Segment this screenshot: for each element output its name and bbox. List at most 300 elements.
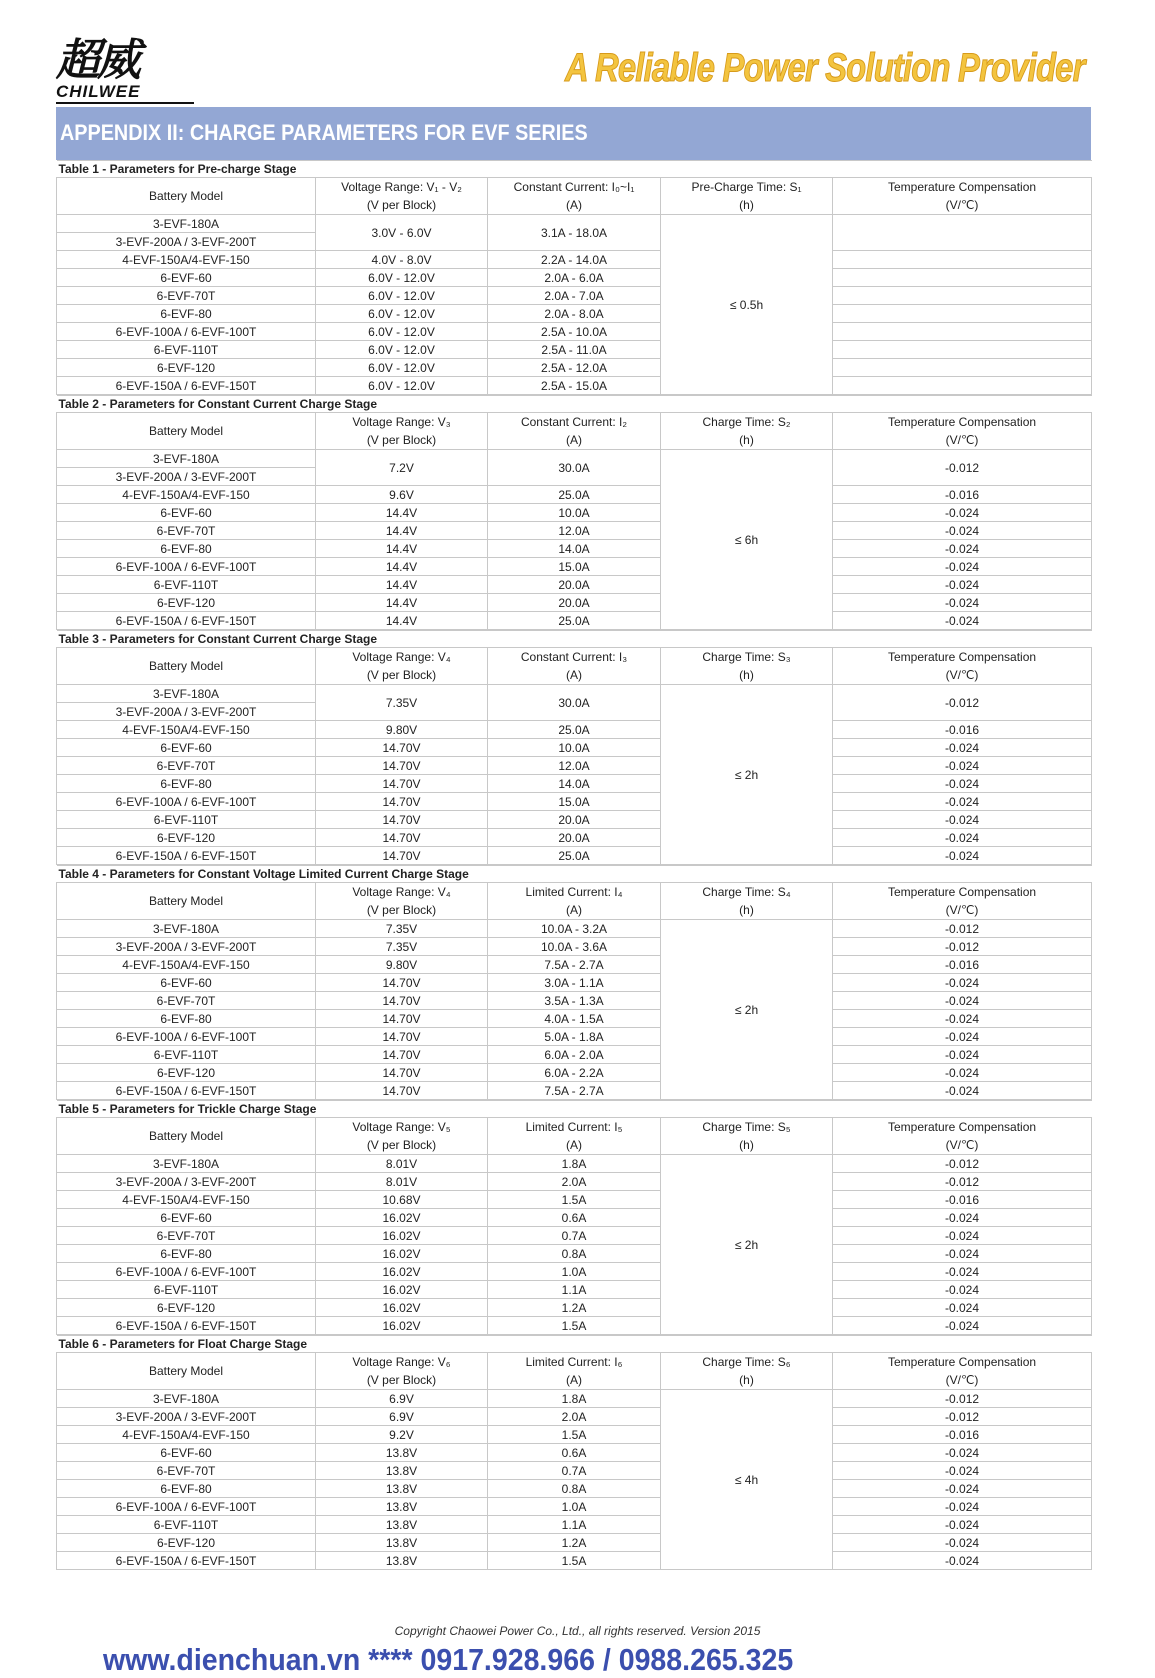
table-row bbox=[57, 757, 1092, 775]
logo-chinese-text: 超威 bbox=[56, 35, 138, 86]
table-title-row bbox=[57, 396, 1092, 413]
voltage-cell: 14.70V bbox=[316, 739, 488, 757]
table-row bbox=[57, 287, 1092, 305]
current-cell: 3.1A - 18.0A bbox=[488, 215, 661, 251]
temperature-compensation-cell: -0.012 bbox=[833, 938, 1092, 956]
voltage-cell: 13.8V bbox=[316, 1516, 488, 1534]
temperature-compensation-cell: -0.024 bbox=[833, 540, 1092, 558]
battery-model-cell: 6-EVF-120 bbox=[57, 1064, 316, 1082]
table-row bbox=[57, 829, 1092, 847]
title-banner bbox=[56, 107, 1091, 160]
column-header bbox=[488, 648, 661, 685]
battery-model-cell: 3-EVF-200A / 3-EVF-200T bbox=[57, 938, 316, 956]
temperature-compensation-cell: -0.024 bbox=[833, 1263, 1092, 1281]
column-header-label: Constant Current: I₀~I₁ (A) bbox=[513, 180, 635, 212]
column-header bbox=[57, 648, 316, 685]
voltage-cell: 14.70V bbox=[316, 793, 488, 811]
current-cell: 10.0A - 3.6A bbox=[488, 938, 661, 956]
table-row bbox=[57, 594, 1092, 612]
table-title: Table 2 - Parameters for Constant Current Charge Stage bbox=[57, 396, 1092, 413]
temperature-compensation-cell bbox=[833, 287, 1092, 305]
current-cell: 7.5A - 2.7A bbox=[488, 1082, 661, 1100]
temperature-compensation-cell: -0.024 bbox=[833, 739, 1092, 757]
charge-time-cell: ≤ 2h bbox=[661, 1155, 833, 1335]
temperature-compensation-cell: -0.024 bbox=[833, 576, 1092, 594]
current-cell: 3.0A - 1.1A bbox=[488, 974, 661, 992]
column-header bbox=[316, 1353, 488, 1390]
parameter-table-2 bbox=[56, 395, 1092, 630]
column-header bbox=[488, 1118, 661, 1155]
battery-model-cell: 6-EVF-80 bbox=[57, 775, 316, 793]
temperature-compensation-cell bbox=[833, 341, 1092, 359]
voltage-cell: 13.8V bbox=[316, 1534, 488, 1552]
charge-time-cell: ≤ 0.5h bbox=[661, 215, 833, 395]
current-cell: 14.0A bbox=[488, 775, 661, 793]
temperature-compensation-cell: -0.016 bbox=[833, 1426, 1092, 1444]
voltage-cell: 14.70V bbox=[316, 992, 488, 1010]
table-row bbox=[57, 1444, 1092, 1462]
current-cell: 2.5A - 10.0A bbox=[488, 323, 661, 341]
temperature-compensation-cell: -0.024 bbox=[833, 775, 1092, 793]
current-cell: 1.5A bbox=[488, 1552, 661, 1570]
voltage-cell: 6.0V - 12.0V bbox=[316, 269, 488, 287]
table-row bbox=[57, 576, 1092, 594]
temperature-compensation-cell: -0.024 bbox=[833, 1317, 1092, 1335]
website-contact: www.dienchuan.vn **** 0917.928.966 / 0988.265.325 bbox=[103, 1642, 794, 1677]
column-header-label: Temperature Compensation (V/℃) bbox=[887, 1355, 1037, 1387]
column-header-label: Pre-Charge Time: S₁ (h) bbox=[691, 180, 802, 212]
temperature-compensation-cell: -0.024 bbox=[833, 1552, 1092, 1570]
copyright: Copyright Chaowei Power Co., Ltd., all rights reserved. Version 2015 bbox=[394, 1624, 761, 1638]
temperature-compensation-cell bbox=[833, 377, 1092, 395]
table-row bbox=[57, 775, 1092, 793]
column-header-label: Battery Model bbox=[148, 659, 224, 673]
battery-model-cell: 4-EVF-150A/4-EVF-150 bbox=[57, 486, 316, 504]
voltage-cell: 16.02V bbox=[316, 1263, 488, 1281]
current-cell: 1.0A bbox=[488, 1498, 661, 1516]
battery-model-cell: 6-EVF-120 bbox=[57, 1299, 316, 1317]
logo-english-text: CHILWEE bbox=[56, 82, 194, 104]
voltage-cell: 8.01V bbox=[316, 1155, 488, 1173]
temperature-compensation-cell: -0.024 bbox=[833, 1498, 1092, 1516]
table-row bbox=[57, 1426, 1092, 1444]
temperature-compensation-cell: -0.016 bbox=[833, 1191, 1092, 1209]
voltage-cell: 6.9V bbox=[316, 1390, 488, 1408]
table-row bbox=[57, 938, 1092, 956]
column-header bbox=[661, 648, 833, 685]
battery-model-cell: 6-EVF-80 bbox=[57, 1245, 316, 1263]
voltage-cell: 14.70V bbox=[316, 1010, 488, 1028]
temperature-compensation-cell: -0.024 bbox=[833, 1064, 1092, 1082]
current-cell: 20.0A bbox=[488, 594, 661, 612]
current-cell: 1.1A bbox=[488, 1516, 661, 1534]
column-header bbox=[316, 1118, 488, 1155]
column-header bbox=[661, 1118, 833, 1155]
battery-model-cell: 6-EVF-70T bbox=[57, 1462, 316, 1480]
temperature-compensation-cell: -0.024 bbox=[833, 594, 1092, 612]
voltage-cell: 14.70V bbox=[316, 829, 488, 847]
voltage-cell: 9.80V bbox=[316, 721, 488, 739]
current-cell: 10.0A bbox=[488, 504, 661, 522]
temperature-compensation-cell: -0.024 bbox=[833, 793, 1092, 811]
charge-time-cell: ≤ 2h bbox=[661, 685, 833, 865]
temperature-compensation-cell: -0.024 bbox=[833, 1480, 1092, 1498]
current-cell: 2.2A - 14.0A bbox=[488, 251, 661, 269]
table-row bbox=[57, 1534, 1092, 1552]
column-header bbox=[57, 883, 316, 920]
column-header bbox=[661, 413, 833, 450]
table-title-row bbox=[57, 1101, 1092, 1118]
voltage-cell: 7.35V bbox=[316, 920, 488, 938]
battery-model-cell: 6-EVF-100A / 6-EVF-100T bbox=[57, 558, 316, 576]
voltage-cell: 14.70V bbox=[316, 811, 488, 829]
temperature-compensation-cell bbox=[833, 305, 1092, 323]
voltage-cell: 14.4V bbox=[316, 576, 488, 594]
table-row bbox=[57, 1155, 1092, 1173]
temperature-compensation-cell: -0.024 bbox=[833, 1046, 1092, 1064]
page-title: APPENDIX II: CHARGE PARAMETERS FOR EVF SERIES bbox=[60, 120, 588, 145]
tables-container bbox=[56, 160, 1091, 1570]
column-header-label: Temperature Compensation (V/℃) bbox=[887, 415, 1037, 447]
voltage-cell: 7.35V bbox=[316, 685, 488, 721]
battery-model-cell: 6-EVF-60 bbox=[57, 1209, 316, 1227]
column-header-label: Voltage Range: V₆ (V per Block) bbox=[352, 1355, 451, 1387]
column-header bbox=[833, 883, 1092, 920]
battery-model-cell: 6-EVF-120 bbox=[57, 594, 316, 612]
current-cell: 2.0A bbox=[488, 1408, 661, 1426]
current-cell: 2.5A - 15.0A bbox=[488, 377, 661, 395]
voltage-cell: 6.0V - 12.0V bbox=[316, 305, 488, 323]
column-header-label: Charge Time: S₅ (h) bbox=[702, 1120, 791, 1152]
battery-model-cell: 6-EVF-150A / 6-EVF-150T bbox=[57, 1317, 316, 1335]
battery-model-cell: 6-EVF-100A / 6-EVF-100T bbox=[57, 1498, 316, 1516]
temperature-compensation-cell: -0.024 bbox=[833, 1028, 1092, 1046]
battery-model-cell: 6-EVF-100A / 6-EVF-100T bbox=[57, 1263, 316, 1281]
column-header bbox=[488, 883, 661, 920]
battery-model-cell: 3-EVF-200A / 3-EVF-200T bbox=[57, 703, 316, 721]
column-header bbox=[316, 883, 488, 920]
voltage-cell: 14.70V bbox=[316, 775, 488, 793]
battery-model-cell: 6-EVF-120 bbox=[57, 1534, 316, 1552]
column-header bbox=[661, 178, 833, 215]
table-row bbox=[57, 1028, 1092, 1046]
table-row bbox=[57, 377, 1092, 395]
battery-model-cell: 6-EVF-150A / 6-EVF-150T bbox=[57, 612, 316, 630]
current-cell: 15.0A bbox=[488, 558, 661, 576]
temperature-compensation-cell: -0.024 bbox=[833, 1245, 1092, 1263]
parameter-table-3 bbox=[56, 630, 1092, 865]
battery-model-cell: 6-EVF-80 bbox=[57, 305, 316, 323]
temperature-compensation-cell: -0.024 bbox=[833, 1227, 1092, 1245]
table-row bbox=[57, 215, 1092, 233]
table-row bbox=[57, 974, 1092, 992]
column-header-label: Battery Model bbox=[148, 1364, 224, 1378]
table-row bbox=[57, 341, 1092, 359]
table-row bbox=[57, 1173, 1092, 1191]
parameter-table-5 bbox=[56, 1100, 1092, 1335]
battery-model-cell: 3-EVF-180A bbox=[57, 920, 316, 938]
column-header-label: Battery Model bbox=[148, 189, 224, 203]
current-cell: 1.0A bbox=[488, 1263, 661, 1281]
voltage-cell: 7.2V bbox=[316, 450, 488, 486]
voltage-cell: 16.02V bbox=[316, 1281, 488, 1299]
temperature-compensation-cell: -0.012 bbox=[833, 1155, 1092, 1173]
battery-model-cell: 6-EVF-120 bbox=[57, 359, 316, 377]
battery-model-cell: 4-EVF-150A/4-EVF-150 bbox=[57, 1191, 316, 1209]
current-cell: 12.0A bbox=[488, 757, 661, 775]
voltage-cell: 6.0V - 12.0V bbox=[316, 359, 488, 377]
table-row bbox=[57, 1245, 1092, 1263]
table-row bbox=[57, 1516, 1092, 1534]
table-row bbox=[57, 359, 1092, 377]
table-row bbox=[57, 1498, 1092, 1516]
slogan: A Reliable Power Solution Provider bbox=[565, 46, 1085, 90]
temperature-compensation-cell: -0.024 bbox=[833, 811, 1092, 829]
battery-model-cell: 6-EVF-150A / 6-EVF-150T bbox=[57, 1552, 316, 1570]
voltage-cell: 14.4V bbox=[316, 558, 488, 576]
voltage-cell: 3.0V - 6.0V bbox=[316, 215, 488, 251]
table-row bbox=[57, 323, 1092, 341]
charge-time-cell: ≤ 4h bbox=[661, 1390, 833, 1570]
temperature-compensation-cell: -0.024 bbox=[833, 974, 1092, 992]
current-cell: 1.5A bbox=[488, 1191, 661, 1209]
voltage-cell: 6.0V - 12.0V bbox=[316, 287, 488, 305]
column-header-label: Voltage Range: V₅ (V per Block) bbox=[352, 1120, 451, 1152]
temperature-compensation-cell: -0.024 bbox=[833, 1299, 1092, 1317]
battery-model-cell: 6-EVF-110T bbox=[57, 811, 316, 829]
temperature-compensation-cell: -0.024 bbox=[833, 829, 1092, 847]
table-title-row bbox=[57, 1336, 1092, 1353]
column-header-label: Temperature Compensation (V/℃) bbox=[887, 1120, 1037, 1152]
chilwee-logo bbox=[56, 35, 206, 104]
voltage-cell: 14.70V bbox=[316, 974, 488, 992]
column-header bbox=[661, 1353, 833, 1390]
column-header bbox=[57, 413, 316, 450]
temperature-compensation-cell: -0.024 bbox=[833, 1462, 1092, 1480]
table-row bbox=[57, 1281, 1092, 1299]
battery-model-cell: 6-EVF-100A / 6-EVF-100T bbox=[57, 323, 316, 341]
current-cell: 7.5A - 2.7A bbox=[488, 956, 661, 974]
voltage-cell: 14.70V bbox=[316, 1082, 488, 1100]
table-row bbox=[57, 847, 1092, 865]
voltage-cell: 8.01V bbox=[316, 1173, 488, 1191]
table-header-row bbox=[57, 1353, 1092, 1390]
column-header-label: Constant Current: I₂ (A) bbox=[520, 415, 628, 447]
current-cell: 1.1A bbox=[488, 1281, 661, 1299]
column-header bbox=[57, 178, 316, 215]
column-header-label: Limited Current: I₄ (A) bbox=[525, 885, 623, 917]
table-row bbox=[57, 269, 1092, 287]
current-cell: 14.0A bbox=[488, 540, 661, 558]
voltage-cell: 13.8V bbox=[316, 1444, 488, 1462]
column-header-label: Charge Time: S₄ (h) bbox=[702, 885, 791, 917]
temperature-compensation-cell: -0.012 bbox=[833, 1390, 1092, 1408]
column-header bbox=[833, 648, 1092, 685]
battery-model-cell: 6-EVF-80 bbox=[57, 1480, 316, 1498]
current-cell: 6.0A - 2.2A bbox=[488, 1064, 661, 1082]
battery-model-cell: 6-EVF-150A / 6-EVF-150T bbox=[57, 1082, 316, 1100]
battery-model-cell: 4-EVF-150A/4-EVF-150 bbox=[57, 956, 316, 974]
table-row bbox=[57, 504, 1092, 522]
charge-time-cell: ≤ 6h bbox=[661, 450, 833, 630]
current-cell: 15.0A bbox=[488, 793, 661, 811]
current-cell: 12.0A bbox=[488, 522, 661, 540]
charge-time-cell: ≤ 2h bbox=[661, 920, 833, 1100]
voltage-cell: 10.68V bbox=[316, 1191, 488, 1209]
current-cell: 0.6A bbox=[488, 1444, 661, 1462]
temperature-compensation-cell: -0.016 bbox=[833, 721, 1092, 739]
temperature-compensation-cell bbox=[833, 323, 1092, 341]
table-row bbox=[57, 1552, 1092, 1570]
column-header bbox=[488, 413, 661, 450]
voltage-cell: 14.70V bbox=[316, 847, 488, 865]
table-row bbox=[57, 1299, 1092, 1317]
battery-model-cell: 6-EVF-110T bbox=[57, 1281, 316, 1299]
column-header bbox=[833, 413, 1092, 450]
temperature-compensation-cell bbox=[833, 269, 1092, 287]
battery-model-cell: 6-EVF-150A / 6-EVF-150T bbox=[57, 377, 316, 395]
table-row bbox=[57, 1408, 1092, 1426]
table-row bbox=[57, 1480, 1092, 1498]
table-row bbox=[57, 992, 1092, 1010]
temperature-compensation-cell bbox=[833, 359, 1092, 377]
voltage-cell: 13.8V bbox=[316, 1480, 488, 1498]
battery-model-cell: 6-EVF-150A / 6-EVF-150T bbox=[57, 847, 316, 865]
battery-model-cell: 6-EVF-60 bbox=[57, 739, 316, 757]
voltage-cell: 14.4V bbox=[316, 594, 488, 612]
table-header-row bbox=[57, 1118, 1092, 1155]
current-cell: 1.5A bbox=[488, 1426, 661, 1444]
current-cell: 30.0A bbox=[488, 685, 661, 721]
current-cell: 2.0A - 8.0A bbox=[488, 305, 661, 323]
battery-model-cell: 3-EVF-180A bbox=[57, 1390, 316, 1408]
table-header-row bbox=[57, 413, 1092, 450]
current-cell: 20.0A bbox=[488, 829, 661, 847]
table-row bbox=[57, 305, 1092, 323]
current-cell: 1.2A bbox=[488, 1534, 661, 1552]
column-header-label: Temperature Compensation (V/℃) bbox=[887, 650, 1037, 682]
table-header-row bbox=[57, 178, 1092, 215]
battery-model-cell: 6-EVF-70T bbox=[57, 757, 316, 775]
table-title-row bbox=[57, 161, 1092, 178]
battery-model-cell: 3-EVF-180A bbox=[57, 685, 316, 703]
table-row bbox=[57, 1191, 1092, 1209]
table-row bbox=[57, 1227, 1092, 1245]
column-header-label: Battery Model bbox=[148, 424, 224, 438]
column-header-label: Temperature Compensation (V/℃) bbox=[887, 885, 1037, 917]
current-cell: 2.0A bbox=[488, 1173, 661, 1191]
current-cell: 20.0A bbox=[488, 576, 661, 594]
current-cell: 1.2A bbox=[488, 1299, 661, 1317]
table-row bbox=[57, 685, 1092, 703]
table-row bbox=[57, 522, 1092, 540]
battery-model-cell: 6-EVF-70T bbox=[57, 287, 316, 305]
battery-model-cell: 6-EVF-80 bbox=[57, 540, 316, 558]
table-row bbox=[57, 1263, 1092, 1281]
battery-model-cell: 3-EVF-180A bbox=[57, 215, 316, 233]
temperature-compensation-cell: -0.012 bbox=[833, 450, 1092, 486]
temperature-compensation-cell: -0.024 bbox=[833, 1444, 1092, 1462]
voltage-cell: 13.8V bbox=[316, 1498, 488, 1516]
voltage-cell: 4.0V - 8.0V bbox=[316, 251, 488, 269]
table-row bbox=[57, 1064, 1092, 1082]
current-cell: 0.8A bbox=[488, 1480, 661, 1498]
current-cell: 25.0A bbox=[488, 721, 661, 739]
voltage-cell: 6.0V - 12.0V bbox=[316, 377, 488, 395]
table-row bbox=[57, 450, 1092, 468]
current-cell: 10.0A - 3.2A bbox=[488, 920, 661, 938]
temperature-compensation-cell bbox=[833, 251, 1092, 269]
parameter-table-6 bbox=[56, 1335, 1092, 1570]
temperature-compensation-cell: -0.016 bbox=[833, 486, 1092, 504]
voltage-cell: 6.0V - 12.0V bbox=[316, 341, 488, 359]
voltage-cell: 6.9V bbox=[316, 1408, 488, 1426]
temperature-compensation-cell: -0.024 bbox=[833, 992, 1092, 1010]
current-cell: 0.7A bbox=[488, 1462, 661, 1480]
battery-model-cell: 3-EVF-180A bbox=[57, 450, 316, 468]
temperature-compensation-cell: -0.012 bbox=[833, 685, 1092, 721]
battery-model-cell: 3-EVF-200A / 3-EVF-200T bbox=[57, 468, 316, 486]
current-cell: 1.5A bbox=[488, 1317, 661, 1335]
voltage-cell: 9.2V bbox=[316, 1426, 488, 1444]
current-cell: 2.5A - 12.0A bbox=[488, 359, 661, 377]
table-row bbox=[57, 920, 1092, 938]
battery-model-cell: 4-EVF-150A/4-EVF-150 bbox=[57, 251, 316, 269]
column-header bbox=[661, 883, 833, 920]
table-row bbox=[57, 612, 1092, 630]
table-row bbox=[57, 1209, 1092, 1227]
battery-model-cell: 6-EVF-60 bbox=[57, 974, 316, 992]
current-cell: 1.8A bbox=[488, 1155, 661, 1173]
battery-model-cell: 6-EVF-110T bbox=[57, 341, 316, 359]
current-cell: 25.0A bbox=[488, 847, 661, 865]
table-title: Table 5 - Parameters for Trickle Charge Stage bbox=[57, 1101, 1092, 1118]
current-cell: 25.0A bbox=[488, 612, 661, 630]
table-header-row bbox=[57, 648, 1092, 685]
table-row bbox=[57, 1462, 1092, 1480]
temperature-compensation-cell: -0.024 bbox=[833, 1281, 1092, 1299]
column-header-label: Limited Current: I₆ (A) bbox=[525, 1355, 623, 1387]
table-title: Table 3 - Parameters for Constant Current Charge Stage bbox=[57, 631, 1092, 648]
table-row bbox=[57, 956, 1092, 974]
voltage-cell: 14.4V bbox=[316, 504, 488, 522]
current-cell: 2.5A - 11.0A bbox=[488, 341, 661, 359]
column-header bbox=[316, 178, 488, 215]
battery-model-cell: 4-EVF-150A/4-EVF-150 bbox=[57, 1426, 316, 1444]
table-header-row bbox=[57, 883, 1092, 920]
table-row bbox=[57, 1390, 1092, 1408]
temperature-compensation-cell: -0.012 bbox=[833, 1408, 1092, 1426]
parameter-table-4 bbox=[56, 865, 1092, 1100]
battery-model-cell: 6-EVF-60 bbox=[57, 504, 316, 522]
voltage-cell: 16.02V bbox=[316, 1317, 488, 1335]
column-header-label: Charge Time: S₃ (h) bbox=[702, 650, 791, 682]
current-cell: 6.0A - 2.0A bbox=[488, 1046, 661, 1064]
table-row bbox=[57, 1317, 1092, 1335]
voltage-cell: 14.4V bbox=[316, 540, 488, 558]
voltage-cell: 6.0V - 12.0V bbox=[316, 323, 488, 341]
current-cell: 2.0A - 6.0A bbox=[488, 269, 661, 287]
voltage-cell: 13.8V bbox=[316, 1462, 488, 1480]
table-title: Table 4 - Parameters for Constant Voltage Limited Current Charge Stage bbox=[57, 866, 1092, 883]
column-header bbox=[57, 1353, 316, 1390]
table-row bbox=[57, 811, 1092, 829]
table-row bbox=[57, 1082, 1092, 1100]
column-header-label: Temperature Compensation (V/℃) bbox=[887, 180, 1037, 212]
current-cell: 0.7A bbox=[488, 1227, 661, 1245]
current-cell: 25.0A bbox=[488, 486, 661, 504]
current-cell: 2.0A - 7.0A bbox=[488, 287, 661, 305]
